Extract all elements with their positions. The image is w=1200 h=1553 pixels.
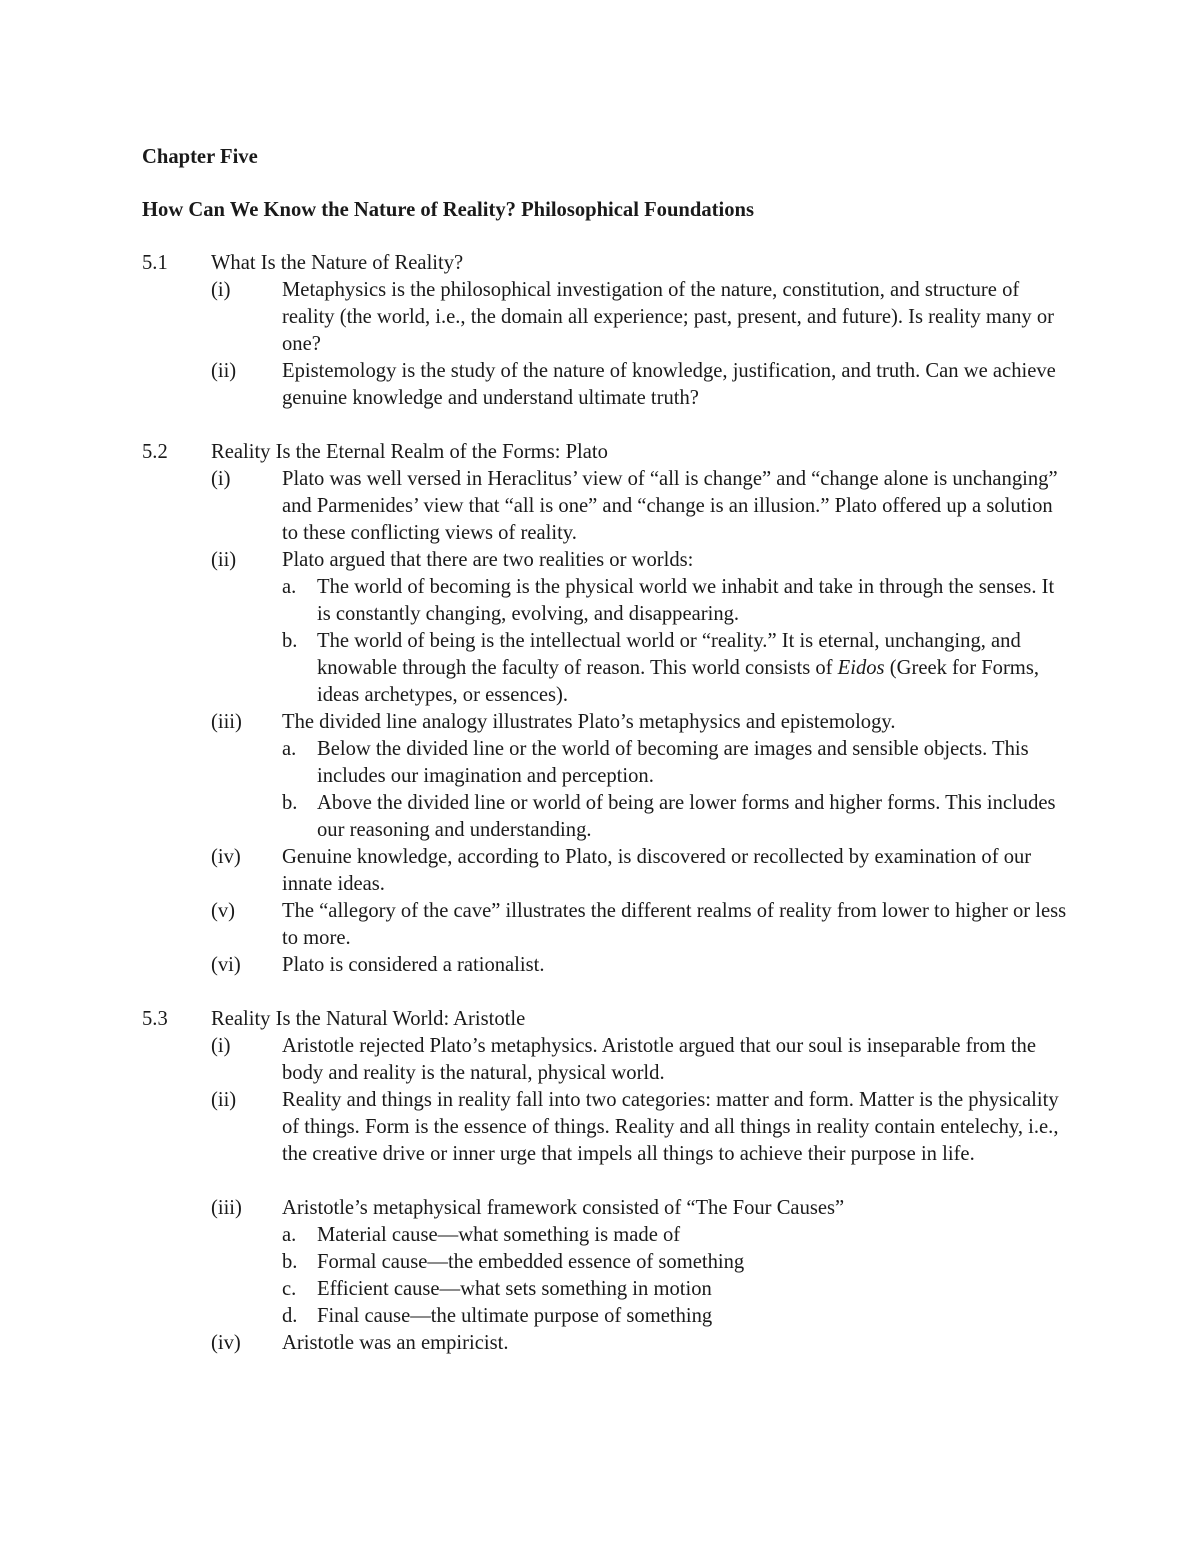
outline-item	[142, 952, 1072, 979]
outline-item	[142, 358, 1072, 412]
sub-item-letter: b.	[282, 630, 298, 652]
item-content	[282, 547, 1072, 709]
section-heading	[142, 1006, 1072, 1033]
sub-item-text	[317, 628, 1072, 709]
outline-item	[142, 1087, 1072, 1168]
sub-item	[282, 1276, 1072, 1303]
item-content	[282, 1195, 1072, 1330]
sub-item-letter: c.	[282, 1278, 297, 1300]
item-content	[282, 709, 1072, 844]
outline-item	[142, 1033, 1072, 1087]
sub-item-letter: a.	[282, 1224, 297, 1246]
outline-item	[142, 898, 1072, 952]
sub-item-text: Formal cause—the embedded essence of something	[317, 1251, 745, 1273]
item-text: Aristotle’s metaphysical framework consisted of “The Four Causes”	[282, 1197, 845, 1219]
outline-item	[142, 1195, 1072, 1330]
outline-item	[142, 844, 1072, 898]
outline-item	[142, 466, 1072, 547]
section-5-1	[142, 250, 1072, 412]
item-text: Reality and things in reality fall into two categories: matter and form. Matter is the physicality of things. Form is the essence of things. Reality and all things in reality contain entelechy, i.e., the creative drive or inner urge that impels all things to achieve their purpose in life.	[282, 1089, 1059, 1165]
sub-item-letter: a.	[282, 738, 297, 760]
sub-item	[282, 790, 1072, 844]
item-text: Metaphysics is the philosophical investigation of the nature, constitution, and structure of reality (the world, i.e., the domain all experience; past, present, and future). Is reality many or one?	[282, 279, 1054, 355]
sub-item-text: Efficient cause—what sets something in motion	[317, 1278, 712, 1300]
item-text: Plato was well versed in Heraclitus’ view of “all is change” and “change alone is unchanging” and Parmenides’ view that “all is one” and “change is an illusion.” Plato offered up a solution to these conflicting views of reality.	[282, 468, 1058, 544]
item-text: Plato is considered a rationalist.	[282, 954, 545, 976]
sub-item-letter: d.	[282, 1305, 298, 1327]
item-text: The divided line analogy illustrates Plato’s metaphysics and epistemology.	[282, 711, 896, 733]
sub-item-text-after: (Greek for Forms, ideas archetypes, or essences).	[317, 657, 1039, 706]
sub-item-text: Above the divided line or world of being are lower forms and higher forms. This includes our reasoning and understanding.	[317, 792, 1056, 841]
sub-item-text: Material cause—what something is made of	[317, 1224, 681, 1246]
section-5-2	[142, 439, 1072, 979]
outline-item	[142, 709, 1072, 844]
item-number: (v)	[211, 900, 236, 922]
item-number: (i)	[211, 468, 231, 490]
sub-item	[282, 1249, 1072, 1276]
section-number: 5.1	[142, 252, 168, 274]
item-number: (i)	[211, 279, 231, 301]
section-heading	[142, 439, 1072, 466]
section-number: 5.2	[142, 441, 168, 463]
sub-item-letter: a.	[282, 576, 297, 598]
section-title: Reality Is the Natural World: Aristotle	[211, 1008, 526, 1030]
sub-item	[282, 1303, 1072, 1330]
outline-item	[142, 1330, 1072, 1357]
outline	[142, 250, 1072, 1384]
item-text: Plato argued that there are two realities or worlds:	[282, 549, 694, 571]
item-text: Epistemology is the study of the nature of knowledge, justification, and truth. Can we achieve genuine knowledge and understand ultimate truth?	[282, 360, 1056, 409]
item-text: Genuine knowledge, according to Plato, is discovered or recollected by examination of our innate ideas.	[282, 846, 1032, 895]
sub-item-letter: b.	[282, 792, 298, 814]
chapter-title: Chapter Five	[142, 146, 258, 168]
sub-item-text-before: The world of being is the intellectual world or “reality.” It is eternal, unchanging, and knowable through the faculty of reason. This world consists of	[317, 630, 1021, 679]
sub-item	[282, 628, 1072, 709]
item-number: (ii)	[211, 1089, 237, 1111]
item-number: (ii)	[211, 360, 237, 382]
item-number: (iii)	[211, 1197, 242, 1219]
section-title: Reality Is the Eternal Realm of the Forms: Plato	[211, 441, 608, 463]
sub-item	[282, 574, 1072, 628]
sub-item-text: Below the divided line or the world of becoming are images and sensible objects. This includes our imagination and perception.	[317, 738, 1029, 787]
document-title: How Can We Know the Nature of Reality? Philosophical Foundations	[142, 199, 754, 221]
sub-item-letter: b.	[282, 1251, 298, 1273]
item-number: (i)	[211, 1035, 231, 1057]
item-number: (ii)	[211, 549, 237, 571]
section-5-3	[142, 1006, 1072, 1357]
section-heading	[142, 250, 1072, 277]
item-number: (iv)	[211, 846, 241, 868]
section-number: 5.3	[142, 1008, 168, 1030]
outline-item	[142, 547, 1072, 709]
section-title: What Is the Nature of Reality?	[211, 252, 464, 274]
item-text: Aristotle was an empiricist.	[282, 1332, 509, 1354]
sub-item	[282, 1222, 1072, 1249]
item-number: (vi)	[211, 954, 241, 976]
sub-item-text: The world of becoming is the physical world we inhabit and take in through the senses. It is constantly changing, evolving, and disappearing.	[317, 576, 1055, 625]
sub-item-text: Final cause—the ultimate purpose of something	[317, 1305, 713, 1327]
outline-item	[142, 277, 1072, 358]
item-text: The “allegory of the cave” illustrates the different realms of reality from lower to higher or less to more.	[282, 900, 1067, 949]
item-text: Aristotle rejected Plato’s metaphysics. Aristotle argued that our soul is inseparable from the body and reality is the natural, physical world.	[282, 1035, 1036, 1084]
item-number: (iii)	[211, 711, 242, 733]
item-number: (iv)	[211, 1332, 241, 1354]
italic-term: Eidos	[837, 657, 885, 679]
sub-item	[282, 736, 1072, 790]
